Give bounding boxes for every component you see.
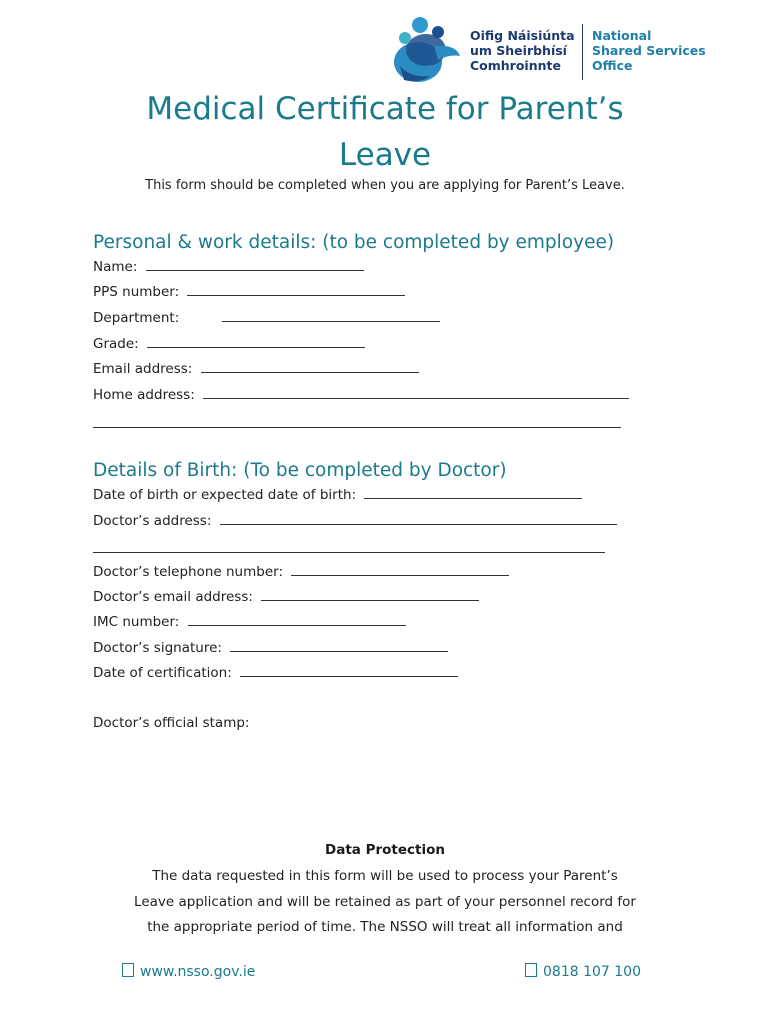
logo-english-line1: National [592,28,652,43]
doctor-address-label: Doctor’s address: [93,513,212,529]
stamp-label: Doctor’s official stamp: [93,715,250,731]
cert-date-row [93,664,458,681]
grade-row [93,335,365,352]
birth-details-heading: Details of Birth: (To be completed by Doctor) [93,460,507,481]
doctor-phone-row [93,563,509,580]
page-title [60,86,710,178]
stamp-row [93,715,249,731]
grade-field[interactable] [147,335,365,348]
data-protection-text [90,864,680,941]
pps-row [93,283,405,300]
grade-label: Grade: [93,336,139,352]
nsso-logo-mark-icon [390,16,462,86]
doctor-email-label: Doctor’s email address: [93,589,253,605]
email-label: Email address: [93,361,193,377]
phone-icon [525,963,537,977]
cert-date-field[interactable] [240,664,458,677]
pps-label: PPS number: [93,284,180,300]
cert-date-label: Date of certification: [93,665,232,681]
dob-row [93,486,582,503]
logo-english-line3: Office [592,58,633,73]
globe-icon [122,963,134,977]
footer-phone[interactable] [525,963,641,980]
footer-phone-text[interactable]: 0818 107 100 [543,964,641,980]
signature-row [93,639,448,656]
data-protection-title: Data Protection [325,842,445,858]
name-label: Name: [93,259,138,275]
personal-details-heading: Personal & work details: (to be completed by employee) [93,232,615,253]
logo-irish-name [470,28,575,73]
nsso-logo [390,16,710,86]
logo-irish-line3: Comhroinnte [470,58,561,73]
doctor-phone-field[interactable] [291,563,509,576]
data-protection-line2: Leave application and will be retained as part of your personnel record for [134,893,636,910]
department-field[interactable] [222,309,440,322]
page-title-line1: Medical Certificate for Parent’s [146,91,624,127]
pps-field[interactable] [187,283,405,296]
imc-field[interactable] [188,613,406,626]
doctor-address-row [93,512,617,529]
footer-website[interactable] [122,963,255,980]
dob-label: Date of birth or expected date of birth: [93,487,357,503]
home-address-row [93,386,629,403]
home-address-label: Home address: [93,387,195,403]
department-row [93,309,440,326]
home-address-field-line2[interactable] [93,427,621,428]
page-title-line2: Leave [338,137,432,173]
logo-separator [582,24,583,80]
email-field[interactable] [201,360,419,373]
dob-field[interactable] [364,486,582,499]
logo-english-name [592,28,706,73]
doctor-address-field-line2[interactable] [93,552,605,553]
logo-irish-line1: Oifig Náisiúnta [470,28,575,43]
name-field[interactable] [146,258,364,271]
data-protection-line1: The data requested in this form will be used to process your Parent’s [152,868,618,884]
data-protection-line3: the appropriate period of time. The NSSO will treat all information and [147,919,623,935]
logo-irish-line2: um Sheirbhísí [470,43,567,58]
doctor-phone-label: Doctor’s telephone number: [93,564,283,580]
imc-label: IMC number: [93,614,180,630]
department-label: Department: [93,310,180,326]
name-row [93,258,364,275]
imc-row [93,613,406,630]
home-address-field[interactable] [203,386,629,399]
signature-field[interactable] [230,639,448,652]
logo-english-line2: Shared Services [592,43,706,58]
intro-text: This form should be completed when you are applying for Parent’s Leave. [145,178,625,193]
doctor-email-field[interactable] [261,588,479,601]
footer-website-text[interactable]: www.nsso.gov.ie [140,964,256,980]
signature-label: Doctor’s signature: [93,640,222,656]
doctor-address-field[interactable] [220,512,617,525]
email-row [93,360,419,377]
doctor-email-row [93,588,479,605]
